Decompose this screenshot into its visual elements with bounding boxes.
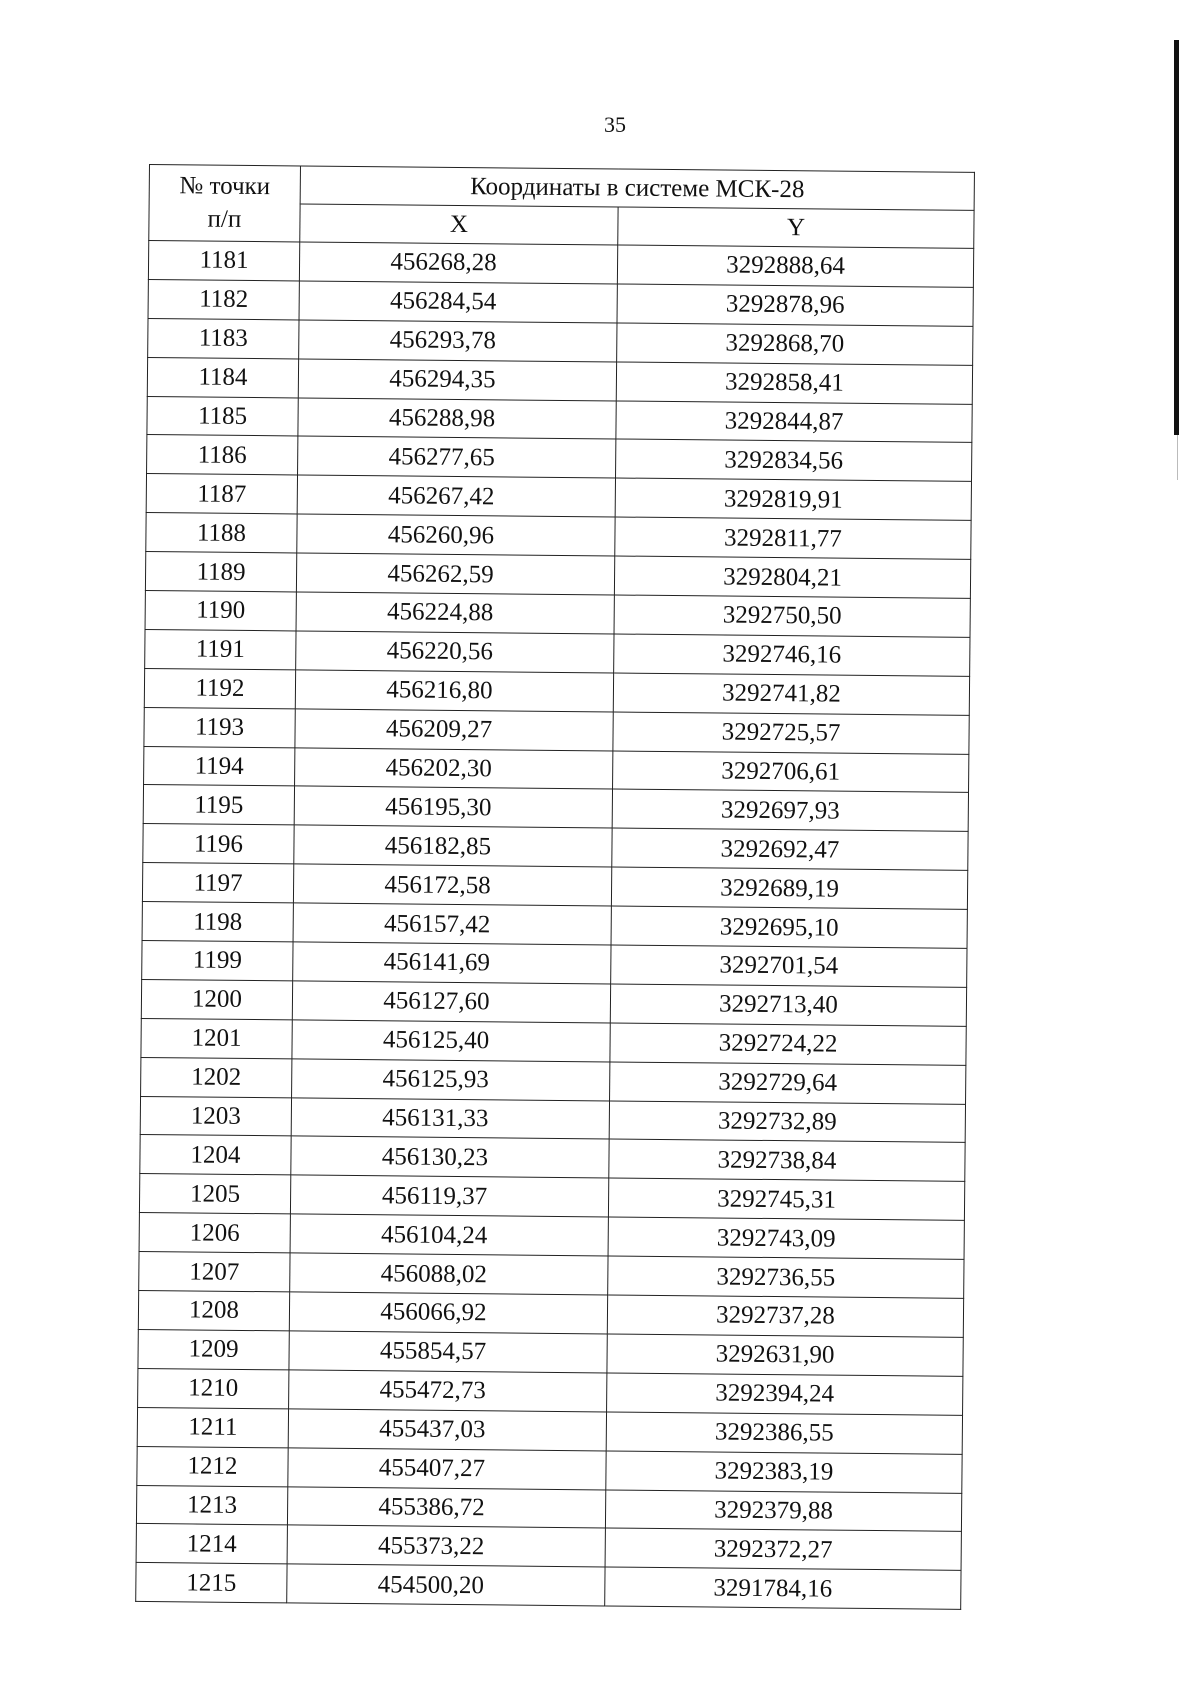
y-coordinate-cell: 3292858,41 [616,362,972,404]
point-number-cell: 1185 [147,396,298,436]
y-coordinate-cell: 3292701,54 [611,945,967,987]
x-coordinate-cell: 456119,37 [290,1175,608,1217]
y-coordinate-cell: 3292811,77 [615,517,971,559]
point-number-cell: 1210 [138,1368,289,1408]
scan-edge-mark [1174,40,1179,435]
y-coordinate-cell: 3292750,50 [614,595,970,637]
y-coordinate-cell: 3292372,27 [605,1528,961,1570]
point-number-cell: 1209 [138,1329,289,1369]
point-number-cell: 1191 [145,629,296,669]
y-coordinate-cell: 3292631,90 [607,1334,963,1376]
point-number-cell: 1193 [144,707,295,747]
y-coordinate-cell: 3292804,21 [614,556,970,598]
point-number-cell: 1204 [140,1135,291,1175]
point-number-cell: 1201 [141,1018,292,1058]
y-coordinate-cell: 3292379,88 [605,1489,961,1531]
y-coordinate-cell: 3292695,10 [611,906,967,948]
page-number: 35 [604,112,626,137]
x-coordinate-cell: 456202,30 [295,748,613,790]
x-coordinate-cell: 456195,30 [294,786,612,828]
x-column-header: X [300,204,618,245]
x-coordinate-cell: 456131,33 [291,1098,609,1140]
y-coordinate-cell: 3292713,40 [610,984,966,1026]
y-column-header: Y [618,207,974,248]
x-coordinate-cell: 456066,92 [289,1292,607,1334]
point-number-cell: 1195 [143,785,294,825]
x-coordinate-cell: 456209,27 [295,709,613,751]
x-coordinate-cell: 455854,57 [289,1331,607,1373]
table-body [136,241,974,1610]
y-coordinate-cell: 3292729,64 [610,1062,966,1104]
point-number-cell: 1205 [139,1174,290,1214]
x-coordinate-cell: 456294,35 [298,359,616,401]
point-number-cell: 1197 [142,863,293,903]
point-number-cell: 1206 [139,1213,290,1253]
x-coordinate-cell: 455472,73 [289,1370,607,1412]
y-coordinate-cell: 3292732,89 [609,1101,965,1143]
x-coordinate-cell: 456224,88 [296,592,614,634]
x-coordinate-cell: 456288,98 [298,398,616,440]
x-coordinate-cell: 456088,02 [290,1253,608,1295]
point-number-cell: 1188 [146,513,297,553]
point-number-header: № точки п/п [149,165,301,242]
point-number-cell: 1183 [148,318,299,358]
y-coordinate-cell: 3292738,84 [609,1139,965,1181]
x-coordinate-cell: 456220,56 [296,631,614,673]
scan-edge-mark-faint [1177,435,1178,480]
point-number-cell: 1211 [137,1407,288,1447]
x-coordinate-cell: 456130,23 [291,1136,609,1178]
coordinates-system-header: Координаты в системе МСК-28 [300,166,974,210]
y-coordinate-cell: 3292868,70 [617,323,973,365]
point-number-cell: 1186 [147,435,298,475]
point-number-cell: 1199 [142,941,293,981]
x-coordinate-cell: 456262,59 [296,553,614,595]
x-coordinate-cell: 456125,40 [292,1020,610,1062]
y-coordinate-cell: 3291784,16 [605,1567,961,1609]
y-coordinate-cell: 3292692,47 [612,828,968,870]
y-coordinate-cell: 3292706,61 [613,751,969,793]
x-coordinate-cell: 456104,24 [290,1214,608,1256]
y-coordinate-cell: 3292736,55 [608,1256,964,1298]
y-coordinate-cell: 3292746,16 [614,634,970,676]
x-coordinate-cell: 456260,96 [297,514,615,556]
y-coordinate-cell: 3292834,56 [616,439,972,481]
y-coordinate-cell: 3292383,19 [606,1451,962,1493]
point-number-cell: 1213 [136,1485,287,1525]
y-coordinate-cell: 3292724,22 [610,1023,966,1065]
point-number-cell: 1208 [138,1290,289,1330]
point-number-cell: 1194 [144,746,295,786]
point-number-cell: 1182 [148,279,299,319]
x-coordinate-cell: 456172,58 [293,864,611,906]
point-number-cell: 1202 [141,1057,292,1097]
y-coordinate-cell: 3292737,28 [607,1295,963,1337]
y-coordinate-cell: 3292394,24 [607,1373,963,1415]
y-coordinate-cell: 3292725,57 [613,712,969,754]
y-coordinate-cell: 3292386,55 [606,1412,962,1454]
x-coordinate-cell: 456182,85 [294,825,612,867]
x-coordinate-cell: 456267,42 [297,475,615,517]
x-coordinate-cell: 455437,03 [288,1409,606,1451]
point-number-cell: 1200 [141,979,292,1019]
x-coordinate-cell: 455373,22 [287,1525,605,1567]
point-number-cell: 1189 [145,552,296,592]
x-coordinate-cell: 456284,54 [299,281,617,323]
point-number-cell: 1198 [142,902,293,942]
point-number-cell: 1215 [136,1563,287,1603]
y-coordinate-cell: 3292819,91 [615,478,971,520]
x-coordinate-cell: 456125,93 [292,1059,610,1101]
x-coordinate-cell: 455407,27 [288,1448,606,1490]
point-number-cell: 1187 [146,474,297,514]
y-coordinate-cell: 3292743,09 [608,1217,964,1259]
coordinates-table [135,164,975,1610]
x-coordinate-cell: 456293,78 [299,320,617,362]
point-number-cell: 1207 [139,1252,290,1292]
x-coordinate-cell: 454500,20 [287,1564,605,1606]
table-row [136,1563,961,1610]
x-coordinate-cell: 456216,80 [295,670,613,712]
y-coordinate-cell: 3292844,87 [616,401,972,443]
point-number-cell: 1203 [140,1096,291,1136]
y-coordinate-cell: 3292697,93 [612,789,968,831]
point-number-cell: 1192 [144,668,295,708]
x-coordinate-cell: 456157,42 [293,903,611,945]
x-coordinate-cell: 456268,28 [299,242,617,284]
y-coordinate-cell: 3292689,19 [611,867,967,909]
point-number-cell: 1190 [145,591,296,631]
y-coordinate-cell: 3292888,64 [617,245,973,287]
point-number-cell: 1181 [148,241,299,281]
point-number-cell: 1196 [143,824,294,864]
y-coordinate-cell: 3292745,31 [608,1178,964,1220]
point-number-cell: 1212 [137,1446,288,1486]
point-number-cell: 1214 [136,1524,287,1564]
x-coordinate-cell: 456141,69 [293,942,611,984]
x-coordinate-cell: 456127,60 [292,981,610,1023]
point-number-cell: 1184 [147,357,298,397]
x-coordinate-cell: 456277,65 [298,436,616,478]
x-coordinate-cell: 455386,72 [287,1486,605,1528]
y-coordinate-cell: 3292741,82 [613,673,969,715]
y-coordinate-cell: 3292878,96 [617,284,973,326]
